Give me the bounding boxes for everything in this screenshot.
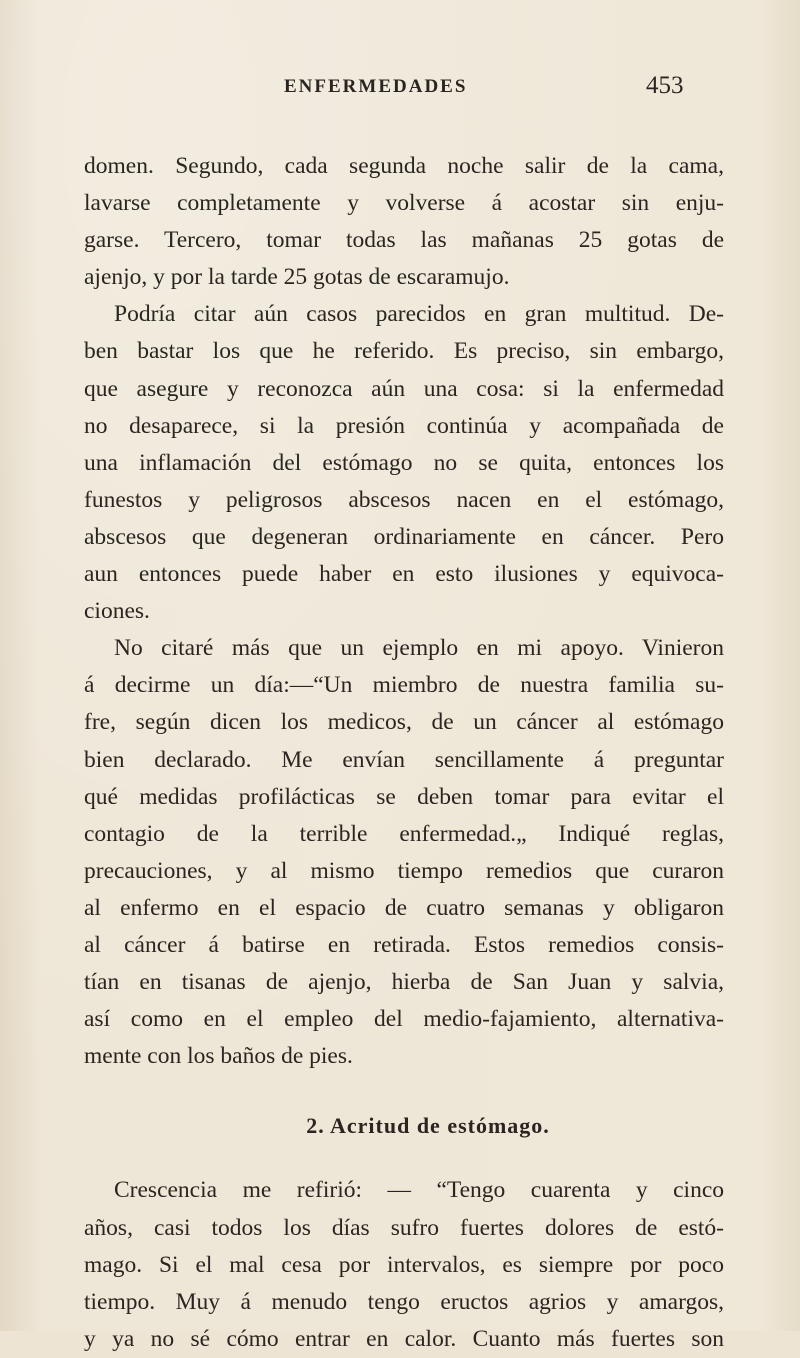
paragraph-1: [84, 148, 724, 296]
paragraph-2: [84, 296, 724, 630]
text-line: lavarse completamente y volverse á acostar sin enju-: [84, 190, 724, 217]
text-line: funestos y peligrosos abscesos nacen en el estómago,: [84, 486, 724, 513]
text-line: al enfermo en el espacio de cuatro semanas y obligaron: [84, 894, 724, 921]
text-line: ben bastar los que he referido. Es preciso, sin embargo,: [84, 338, 724, 365]
page-number: 453: [646, 72, 684, 99]
text-line: aun entonces puede haber en esto ilusiones y equivoca-: [84, 561, 724, 588]
text-line: mente con los baños de pies.: [84, 1043, 353, 1070]
text-line: contagio de la terrible enfermedad.„ Indiqué reglas,: [84, 820, 724, 847]
text-line: Crescencia me refirió: — “Tengo cuarenta y cinco: [114, 1177, 724, 1204]
text-line: garse. Tercero, tomar todas las mañanas 25 gotas de: [84, 227, 724, 254]
paragraph-3: [84, 630, 724, 1075]
text-line: á decirme un día:—“Un miembro de nuestra familia su-: [84, 672, 724, 699]
text-line: domen. Segundo, cada segunda noche salir de la cama,: [84, 153, 724, 179]
text-line: mago. Si el mal cesa por intervalos, es siempre por poco: [84, 1251, 724, 1278]
text-line: al cáncer á batirse en retirada. Estos remedios consis-: [84, 931, 724, 958]
text-line: No citaré más que un ejemplo en mi apoyo. Vinieron: [114, 635, 724, 662]
text-line: así como en el empleo del medio-fajamiento, alternativa-: [84, 1006, 724, 1033]
text-line: abscesos que degeneran ordinariamente en cáncer. Pero: [84, 523, 724, 550]
text-line: una inflamación del estómago no se quita, entonces los: [84, 449, 724, 476]
running-head: ENFERMEDADES: [284, 76, 468, 97]
page-header: [0, 72, 800, 106]
text-line: que asegure y reconozca aún una cosa: si la enfermedad: [84, 375, 724, 402]
text-line: no desaparece, si la presión continúa y acompañada de: [84, 412, 724, 439]
body-text: [84, 148, 724, 1358]
text-line: Podría citar aún casos parecidos en gran multitud. De-: [114, 301, 724, 328]
paragraph-4: [84, 1172, 724, 1357]
section-heading: 2. Acritud de estómago.: [306, 1113, 550, 1139]
text-line: y ya no sé cómo entrar en calor. Cuanto más fuertes son: [84, 1325, 724, 1352]
text-line: tiempo. Muy á menudo tengo eructos agrios y amargos,: [84, 1288, 724, 1315]
text-line: qué medidas profilácticas se deben tomar para evitar el: [84, 783, 724, 810]
text-line: precauciones, y al mismo tiempo remedios que curaron: [84, 857, 724, 884]
text-line: tían en tisanas de ajenjo, hierba de San Juan y salvia,: [84, 969, 724, 996]
text-line: bien declarado. Me envían sencillamente á preguntar: [84, 746, 724, 773]
text-line: ajenjo, y por la tarde 25 gotas de escaramujo.: [84, 264, 510, 291]
text-line: años, casi todos los días sufro fuertes dolores de estó-: [84, 1214, 724, 1241]
text-line: fre, según dicen los medicos, de un cáncer al estómago: [84, 709, 724, 736]
text-line: ciones.: [84, 598, 150, 625]
